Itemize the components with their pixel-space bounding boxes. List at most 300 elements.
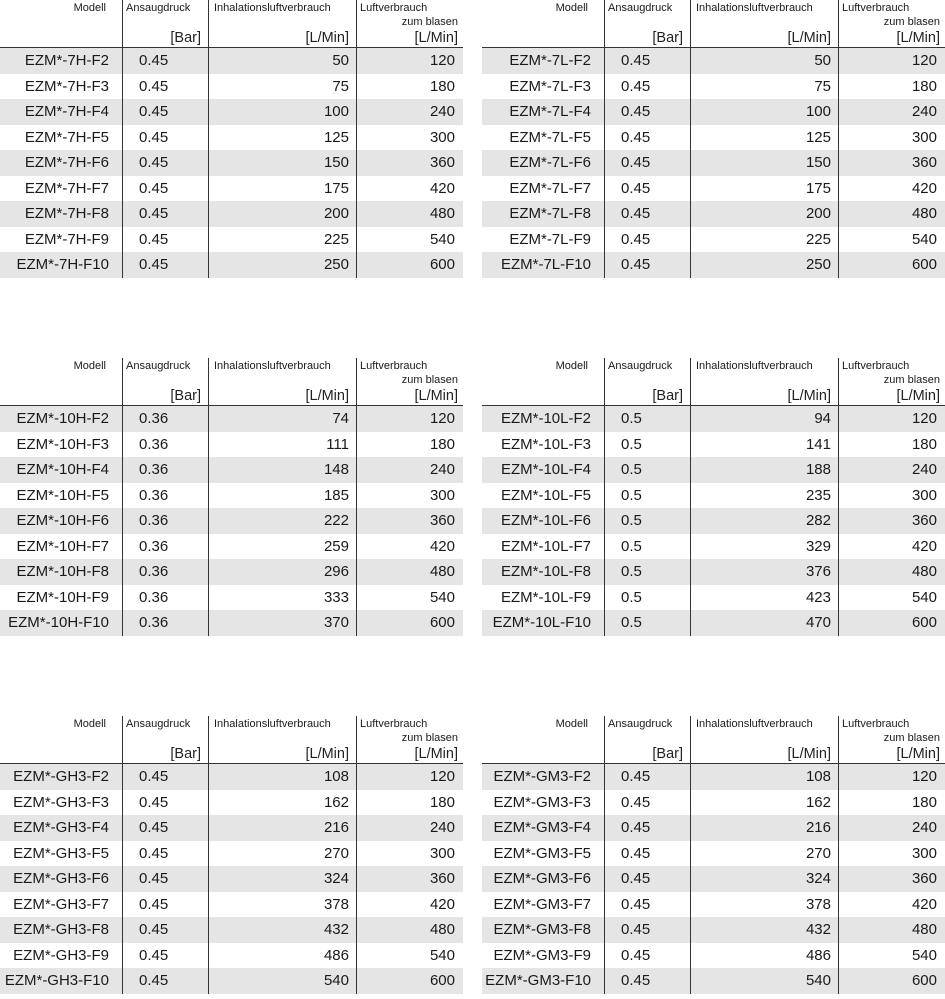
modell-cell: EZM*-7H-F4 xyxy=(24,103,109,120)
inhalation-cell: 125 xyxy=(208,125,356,151)
blasen-cell: 540 xyxy=(838,585,945,611)
header-inhalation-unit: [L/Min] xyxy=(787,30,831,46)
table-row xyxy=(0,483,463,509)
table-row xyxy=(0,585,463,611)
blasen-cell: 180 xyxy=(356,790,463,816)
modell-cell: EZM*-7L-F2 xyxy=(509,52,591,69)
header-blasen-line2: zum blasen xyxy=(883,374,940,386)
ansaugdruck-cell: 0.45 xyxy=(122,917,208,943)
inhalation-cell: 540 xyxy=(208,968,356,994)
inhalation-cell: 74 xyxy=(208,406,356,432)
table-row xyxy=(0,534,463,560)
ansaugdruck-cell: 0.45 xyxy=(122,815,208,841)
inhalation-cell: 141 xyxy=(690,432,838,458)
header-blasen-line2: zum blasen xyxy=(883,16,940,28)
modell-cell: EZM*-7L-F4 xyxy=(509,103,591,120)
header-ansaugdruck-label: Ansaugdruck xyxy=(608,360,673,372)
table-row xyxy=(482,99,945,125)
modell-cell: EZM*-7L-F5 xyxy=(509,128,591,146)
table-row xyxy=(0,892,463,918)
inhalation-cell: 162 xyxy=(690,790,838,816)
ansaugdruck-cell: 0.36 xyxy=(122,432,208,458)
blasen-cell: 480 xyxy=(838,559,945,585)
ansaugdruck-cell: 0.45 xyxy=(604,841,690,867)
table-row xyxy=(0,48,463,74)
ansaugdruck-cell: 0.45 xyxy=(604,227,690,253)
blasen-cell: 600 xyxy=(838,968,945,994)
table-row xyxy=(482,227,945,253)
modell-cell: EZM*-GH3-F3 xyxy=(13,793,109,811)
modell-cell: EZM*-GM3-F5 xyxy=(493,844,591,862)
table-row xyxy=(482,892,945,918)
header-blasen xyxy=(838,358,945,405)
ansaugdruck-cell: 0.36 xyxy=(122,610,208,636)
table-row xyxy=(482,508,945,534)
blasen-cell: 300 xyxy=(838,483,945,509)
table-row xyxy=(482,406,945,432)
blasen-cell: 480 xyxy=(356,201,463,227)
blasen-cell: 360 xyxy=(838,508,945,534)
header-inhalation xyxy=(690,0,838,47)
inhalation-cell: 150 xyxy=(690,150,838,176)
blasen-cell: 300 xyxy=(356,125,463,151)
ansaugdruck-cell: 0.45 xyxy=(604,74,690,100)
modell-cell: EZM*-10L-F9 xyxy=(500,588,591,606)
header-ansaugdruck-label: Ansaugdruck xyxy=(126,2,191,14)
blasen-cell: 240 xyxy=(356,815,463,841)
inhalation-cell: 188 xyxy=(690,457,838,483)
blasen-cell: 540 xyxy=(838,943,945,969)
table-header xyxy=(482,716,945,764)
header-ansaugdruck-label: Ansaugdruck xyxy=(126,718,191,730)
ansaugdruck-cell: 0.45 xyxy=(122,252,208,278)
inhalation-cell: 108 xyxy=(208,764,356,790)
header-modell-label: Modell xyxy=(555,718,588,730)
modell-cell: EZM*-10H-F10 xyxy=(8,614,109,631)
header-ansaugdruck-unit: [Bar] xyxy=(170,30,201,46)
table-row xyxy=(0,559,463,585)
blasen-cell: 480 xyxy=(838,201,945,227)
inhalation-cell: 225 xyxy=(690,227,838,253)
table-row xyxy=(0,125,463,151)
spec-table-7l xyxy=(482,0,945,278)
header-blasen-line2: zum blasen xyxy=(401,374,458,386)
blasen-cell: 600 xyxy=(356,252,463,278)
table-row xyxy=(482,790,945,816)
modell-cell: EZM*-10L-F4 xyxy=(500,461,591,478)
ansaugdruck-cell: 0.5 xyxy=(604,585,690,611)
table-row xyxy=(0,176,463,202)
ansaugdruck-cell: 0.36 xyxy=(122,406,208,432)
header-inhalation xyxy=(208,358,356,405)
inhalation-cell: 216 xyxy=(208,815,356,841)
ansaugdruck-cell: 0.45 xyxy=(122,201,208,227)
blasen-cell: 420 xyxy=(356,176,463,202)
modell-cell: EZM*-GM3-F7 xyxy=(493,895,591,913)
spec-table-gm3 xyxy=(482,716,945,994)
ansaugdruck-cell: 0.45 xyxy=(122,176,208,202)
header-ansaugdruck xyxy=(604,716,690,763)
blasen-cell: 360 xyxy=(838,150,945,176)
header-inhalation xyxy=(208,716,356,763)
table-row xyxy=(482,815,945,841)
table-header xyxy=(482,358,945,406)
header-blasen-line1: Luftverbrauch xyxy=(842,360,910,372)
inhalation-cell: 185 xyxy=(208,483,356,509)
table-row xyxy=(0,841,463,867)
inhalation-cell: 470 xyxy=(690,610,838,636)
modell-cell: EZM*-7H-F2 xyxy=(24,52,109,69)
ansaugdruck-cell: 0.5 xyxy=(604,457,690,483)
ansaugdruck-cell: 0.5 xyxy=(604,559,690,585)
inhalation-cell: 200 xyxy=(690,201,838,227)
inhalation-cell: 162 xyxy=(208,790,356,816)
ansaugdruck-cell: 0.45 xyxy=(604,48,690,74)
header-blasen xyxy=(356,716,463,763)
table-row xyxy=(482,150,945,176)
header-blasen-line1: Luftverbrauch xyxy=(360,718,428,730)
header-inhalation-label: Inhalationsluftverbrauch xyxy=(696,360,813,372)
table-header xyxy=(0,0,463,48)
ansaugdruck-cell: 0.45 xyxy=(604,176,690,202)
header-blasen-line1: Luftverbrauch xyxy=(842,2,910,14)
modell-cell: EZM*-10H-F7 xyxy=(16,537,109,555)
ansaugdruck-cell: 0.5 xyxy=(604,406,690,432)
inhalation-cell: 423 xyxy=(690,585,838,611)
blasen-cell: 420 xyxy=(838,176,945,202)
header-inhalation-label: Inhalationsluftverbrauch xyxy=(214,2,331,14)
blasen-cell: 240 xyxy=(838,815,945,841)
header-blasen-unit: [L/Min] xyxy=(896,388,940,404)
modell-cell: EZM*-GH3-F4 xyxy=(13,819,109,836)
ansaugdruck-cell: 0.36 xyxy=(122,559,208,585)
inhalation-cell: 296 xyxy=(208,559,356,585)
header-modell xyxy=(0,716,122,763)
header-modell-label: Modell xyxy=(73,2,106,14)
header-modell xyxy=(0,0,122,47)
table-row xyxy=(0,201,463,227)
header-modell-label: Modell xyxy=(73,360,106,372)
modell-cell: EZM*-GM3-F10 xyxy=(485,972,591,989)
ansaugdruck-cell: 0.45 xyxy=(604,815,690,841)
blasen-cell: 180 xyxy=(356,432,463,458)
inhalation-cell: 378 xyxy=(208,892,356,918)
ansaugdruck-cell: 0.36 xyxy=(122,534,208,560)
table-row xyxy=(0,968,463,994)
modell-cell: EZM*-7H-F8 xyxy=(24,205,109,222)
modell-cell: EZM*-GH3-F2 xyxy=(13,768,109,785)
modell-cell: EZM*-7L-F9 xyxy=(509,230,591,248)
header-modell xyxy=(482,0,604,47)
header-inhalation-label: Inhalationsluftverbrauch xyxy=(696,718,813,730)
inhalation-cell: 329 xyxy=(690,534,838,560)
table-row xyxy=(482,534,945,560)
ansaugdruck-cell: 0.45 xyxy=(122,48,208,74)
table-row xyxy=(482,866,945,892)
modell-cell: EZM*-10H-F3 xyxy=(16,435,109,453)
ansaugdruck-cell: 0.36 xyxy=(122,457,208,483)
inhalation-cell: 125 xyxy=(690,125,838,151)
blasen-cell: 420 xyxy=(838,892,945,918)
table-row xyxy=(482,176,945,202)
header-blasen-unit: [L/Min] xyxy=(896,746,940,762)
blasen-cell: 480 xyxy=(356,559,463,585)
blasen-cell: 540 xyxy=(356,585,463,611)
inhalation-cell: 324 xyxy=(690,866,838,892)
table-row xyxy=(482,74,945,100)
blasen-cell: 300 xyxy=(838,125,945,151)
inhalation-cell: 432 xyxy=(208,917,356,943)
blasen-cell: 120 xyxy=(838,764,945,790)
table-row xyxy=(0,432,463,458)
modell-cell: EZM*-GH3-F6 xyxy=(13,870,109,887)
table-row xyxy=(482,585,945,611)
blasen-cell: 420 xyxy=(838,534,945,560)
inhalation-cell: 225 xyxy=(208,227,356,253)
table-row xyxy=(0,252,463,278)
ansaugdruck-cell: 0.45 xyxy=(122,943,208,969)
inhalation-cell: 200 xyxy=(208,201,356,227)
blasen-cell: 300 xyxy=(356,483,463,509)
inhalation-cell: 259 xyxy=(208,534,356,560)
header-blasen xyxy=(356,358,463,405)
blasen-cell: 360 xyxy=(838,866,945,892)
blasen-cell: 600 xyxy=(838,252,945,278)
inhalation-cell: 100 xyxy=(208,99,356,125)
header-ansaugdruck xyxy=(122,358,208,405)
header-blasen-unit: [L/Min] xyxy=(414,30,458,46)
header-blasen-line1: Luftverbrauch xyxy=(360,360,428,372)
ansaugdruck-cell: 0.36 xyxy=(122,585,208,611)
table-row xyxy=(0,74,463,100)
modell-cell: EZM*-10H-F4 xyxy=(16,461,109,478)
table-header xyxy=(0,716,463,764)
ansaugdruck-cell: 0.45 xyxy=(122,866,208,892)
header-ansaugdruck xyxy=(122,716,208,763)
ansaugdruck-cell: 0.45 xyxy=(122,764,208,790)
inhalation-cell: 50 xyxy=(208,48,356,74)
inhalation-cell: 282 xyxy=(690,508,838,534)
header-blasen-label xyxy=(360,359,458,387)
header-blasen-label xyxy=(842,1,940,29)
inhalation-cell: 111 xyxy=(208,432,356,458)
table-row xyxy=(482,841,945,867)
blasen-cell: 180 xyxy=(356,74,463,100)
blasen-cell: 120 xyxy=(838,48,945,74)
header-blasen xyxy=(838,0,945,47)
ansaugdruck-cell: 0.45 xyxy=(604,764,690,790)
ansaugdruck-cell: 0.45 xyxy=(604,201,690,227)
header-modell xyxy=(482,716,604,763)
ansaugdruck-cell: 0.45 xyxy=(122,968,208,994)
inhalation-cell: 376 xyxy=(690,559,838,585)
header-modell-label: Modell xyxy=(555,360,588,372)
spec-table-gh3 xyxy=(0,716,463,994)
blasen-cell: 540 xyxy=(356,227,463,253)
spec-table-10l xyxy=(482,358,945,636)
modell-cell: EZM*-10L-F5 xyxy=(500,486,591,504)
header-inhalation-unit: [L/Min] xyxy=(305,388,349,404)
header-modell-label: Modell xyxy=(555,2,588,14)
modell-cell: EZM*-GH3-F9 xyxy=(13,946,109,964)
inhalation-cell: 250 xyxy=(690,252,838,278)
header-ansaugdruck-unit: [Bar] xyxy=(170,746,201,762)
modell-cell: EZM*-10H-F5 xyxy=(16,486,109,504)
header-blasen-line1: Luftverbrauch xyxy=(360,2,428,14)
blasen-cell: 360 xyxy=(356,150,463,176)
inhalation-cell: 370 xyxy=(208,610,356,636)
modell-cell: EZM*-7L-F6 xyxy=(509,154,591,171)
ansaugdruck-cell: 0.5 xyxy=(604,483,690,509)
table-row xyxy=(482,943,945,969)
ansaugdruck-cell: 0.45 xyxy=(604,892,690,918)
inhalation-cell: 333 xyxy=(208,585,356,611)
blasen-cell: 120 xyxy=(356,48,463,74)
header-ansaugdruck-unit: [Bar] xyxy=(652,746,683,762)
blasen-cell: 360 xyxy=(356,508,463,534)
blasen-cell: 240 xyxy=(838,99,945,125)
inhalation-cell: 324 xyxy=(208,866,356,892)
header-blasen xyxy=(838,716,945,763)
header-inhalation xyxy=(690,716,838,763)
blasen-cell: 300 xyxy=(356,841,463,867)
table-row xyxy=(0,917,463,943)
header-ansaugdruck-label: Ansaugdruck xyxy=(608,2,673,14)
blasen-cell: 240 xyxy=(356,99,463,125)
table-row xyxy=(482,201,945,227)
inhalation-cell: 432 xyxy=(690,917,838,943)
blasen-cell: 600 xyxy=(356,610,463,636)
ansaugdruck-cell: 0.5 xyxy=(604,534,690,560)
modell-cell: EZM*-GM3-F3 xyxy=(493,793,591,811)
inhalation-cell: 100 xyxy=(690,99,838,125)
modell-cell: EZM*-GM3-F4 xyxy=(493,819,591,836)
ansaugdruck-cell: 0.45 xyxy=(122,841,208,867)
inhalation-cell: 94 xyxy=(690,406,838,432)
modell-cell: EZM*-GM3-F2 xyxy=(493,768,591,785)
modell-cell: EZM*-10L-F8 xyxy=(500,563,591,580)
modell-cell: EZM*-7H-F7 xyxy=(24,179,109,197)
table-row xyxy=(482,559,945,585)
header-blasen xyxy=(356,0,463,47)
ansaugdruck-cell: 0.5 xyxy=(604,432,690,458)
table-header xyxy=(0,358,463,406)
header-blasen-label xyxy=(842,359,940,387)
table-row xyxy=(0,406,463,432)
inhalation-cell: 486 xyxy=(690,943,838,969)
modell-cell: EZM*-GH3-F7 xyxy=(13,895,109,913)
header-ansaugdruck xyxy=(122,0,208,47)
ansaugdruck-cell: 0.45 xyxy=(122,892,208,918)
header-blasen-line2: zum blasen xyxy=(401,16,458,28)
modell-cell: EZM*-GM3-F9 xyxy=(493,946,591,964)
inhalation-cell: 378 xyxy=(690,892,838,918)
blasen-cell: 180 xyxy=(838,790,945,816)
modell-cell: EZM*-7H-F10 xyxy=(16,256,109,273)
ansaugdruck-cell: 0.45 xyxy=(604,150,690,176)
table-row xyxy=(482,610,945,636)
ansaugdruck-cell: 0.45 xyxy=(122,227,208,253)
header-blasen-line1: Luftverbrauch xyxy=(842,718,910,730)
modell-cell: EZM*-7L-F10 xyxy=(500,256,591,273)
modell-cell: EZM*-GM3-F8 xyxy=(493,921,591,938)
modell-cell: EZM*-7L-F3 xyxy=(509,77,591,95)
header-inhalation-unit: [L/Min] xyxy=(305,746,349,762)
ansaugdruck-cell: 0.45 xyxy=(604,790,690,816)
header-inhalation-unit: [L/Min] xyxy=(787,388,831,404)
header-inhalation-unit: [L/Min] xyxy=(787,746,831,762)
blasen-cell: 420 xyxy=(356,892,463,918)
table-row xyxy=(0,790,463,816)
table-row xyxy=(0,764,463,790)
modell-cell: EZM*-10L-F7 xyxy=(500,537,591,555)
header-blasen-unit: [L/Min] xyxy=(414,388,458,404)
header-ansaugdruck-unit: [Bar] xyxy=(170,388,201,404)
modell-cell: EZM*-10L-F2 xyxy=(500,410,591,427)
blasen-cell: 180 xyxy=(838,432,945,458)
table-row xyxy=(482,764,945,790)
blasen-cell: 420 xyxy=(356,534,463,560)
ansaugdruck-cell: 0.45 xyxy=(604,125,690,151)
modell-cell: EZM*-7H-F9 xyxy=(24,230,109,248)
modell-cell: EZM*-7L-F8 xyxy=(509,205,591,222)
inhalation-cell: 486 xyxy=(208,943,356,969)
modell-cell: EZM*-10L-F6 xyxy=(500,512,591,529)
table-row xyxy=(482,457,945,483)
inhalation-cell: 250 xyxy=(208,252,356,278)
table-row xyxy=(0,508,463,534)
blasen-cell: 120 xyxy=(838,406,945,432)
table-header xyxy=(482,0,945,48)
modell-cell: EZM*-7H-F6 xyxy=(24,154,109,171)
header-inhalation-label: Inhalationsluftverbrauch xyxy=(214,360,331,372)
modell-cell: EZM*-GH3-F8 xyxy=(13,921,109,938)
ansaugdruck-cell: 0.45 xyxy=(604,866,690,892)
modell-cell: EZM*-10L-F3 xyxy=(500,435,591,453)
ansaugdruck-cell: 0.45 xyxy=(122,150,208,176)
ansaugdruck-cell: 0.45 xyxy=(122,790,208,816)
header-modell xyxy=(482,358,604,405)
table-row xyxy=(0,943,463,969)
ansaugdruck-cell: 0.45 xyxy=(604,252,690,278)
blasen-cell: 600 xyxy=(838,610,945,636)
ansaugdruck-cell: 0.45 xyxy=(604,917,690,943)
inhalation-cell: 175 xyxy=(690,176,838,202)
table-row xyxy=(0,815,463,841)
header-blasen-unit: [L/Min] xyxy=(414,746,458,762)
ansaugdruck-cell: 0.45 xyxy=(604,968,690,994)
ansaugdruck-cell: 0.45 xyxy=(122,99,208,125)
header-ansaugdruck-label: Ansaugdruck xyxy=(126,360,191,372)
modell-cell: EZM*-10H-F6 xyxy=(16,512,109,529)
table-row xyxy=(482,917,945,943)
header-inhalation xyxy=(208,0,356,47)
header-blasen-line2: zum blasen xyxy=(883,732,940,744)
blasen-cell: 540 xyxy=(356,943,463,969)
table-row xyxy=(482,483,945,509)
table-row xyxy=(0,866,463,892)
inhalation-cell: 216 xyxy=(690,815,838,841)
inhalation-cell: 75 xyxy=(208,74,356,100)
header-blasen-label xyxy=(842,717,940,745)
blasen-cell: 300 xyxy=(838,841,945,867)
table-row xyxy=(0,610,463,636)
blasen-cell: 120 xyxy=(356,406,463,432)
table-row xyxy=(482,432,945,458)
table-row xyxy=(0,99,463,125)
table-row xyxy=(0,227,463,253)
spec-table-10h xyxy=(0,358,463,636)
